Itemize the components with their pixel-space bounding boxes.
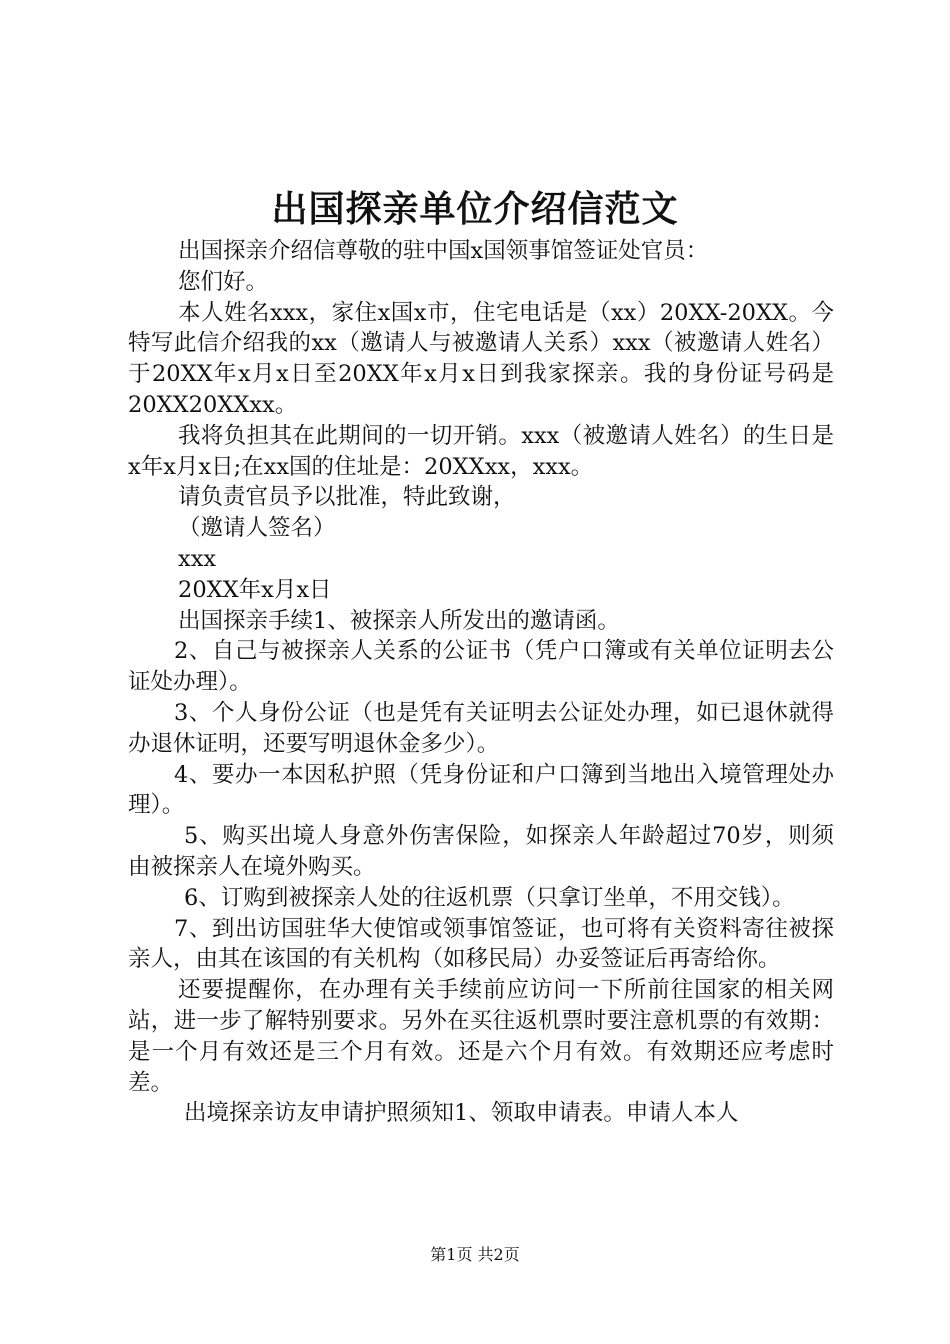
paragraph-signature-name: xxx <box>178 545 217 572</box>
paragraph-procedure-5: 5、购买出境人身意外伤害保险，如探亲人年龄超过70岁，则须由被探亲人在境外购买。 <box>128 823 834 880</box>
paragraph-greeting: 您们好。 <box>178 268 269 295</box>
paragraph-procedure-3: 3、个人身份公证（也是凭有关证明去公证处办理，如已退休就得办退休证明，还要写明退休金多少）。 <box>128 699 834 757</box>
paragraph-procedure-6: 6、订购到被探亲人处的往返机票（只拿订坐单，不用交钱）。 <box>184 884 795 911</box>
paragraph-reminder: 还要提醒你，在办理有关手续前应访问一下所前往国家的相关网站，进一步了解特别要求。另外在买往返机票时要注意机票的有效期：是一个月有效还是三个月有效。还是六个月有效。有效期还应考虑时差。 <box>128 977 834 1096</box>
paragraph-procedure-7: 7、到出访国驻华大使馆或领事馆签证，也可将有关资料寄往被探亲人，由其在该国的有关机构（如移民局）办妥签证后再寄给你。 <box>128 915 834 973</box>
paragraph-procedure-2: 2、自己与被探亲人关系的公证书（凭户口簿或有关单位证明去公证处办理）。 <box>128 638 834 696</box>
document-title: 出国探亲单位介绍信范文 <box>271 188 679 230</box>
paragraph-signature-label: （邀请人签名） <box>178 515 336 542</box>
paragraph-passport-notice: 出境探亲访友申请护照须知1、领取申请表。申请人本人 <box>184 1100 739 1127</box>
paragraph-introduction: 本人姓名xxx，家住x国x市，住宅电话是（xx）20XX-20XX。今特写此信介绍我的xx（邀请人与被邀请人关系）xxx（被邀请人姓名）于20XX年x月x日至20XX年x月x日到我家探亲。我的身份证号码是20XX20XXxx。 <box>128 299 834 418</box>
paragraph-salutation-recipient: 出国探亲介绍信尊敬的驻中国x国领事馆签证处官员： <box>178 238 709 264</box>
paragraph-procedure-4: 4、要办一本因私护照（凭身份证和户口簿到当地出入境管理处办理）。 <box>128 761 834 819</box>
paragraph-date: 20XX年x月x日 <box>178 576 332 603</box>
paragraph-procedure-1: 出国探亲手续1、被探亲人所发出的邀请函。 <box>178 607 620 634</box>
paragraph-request: 请负责官员予以批准，特此致谢， <box>178 484 516 511</box>
document-body <box>128 236 834 1129</box>
page-footer: 第1页 共2页 <box>430 1245 520 1264</box>
paragraph-expenses: 我将负担其在此期间的一切开销。xxx（被邀请人姓名）的生日是x年x月x日;在xx国的住址是：20XXxx，xxx。 <box>128 422 834 480</box>
